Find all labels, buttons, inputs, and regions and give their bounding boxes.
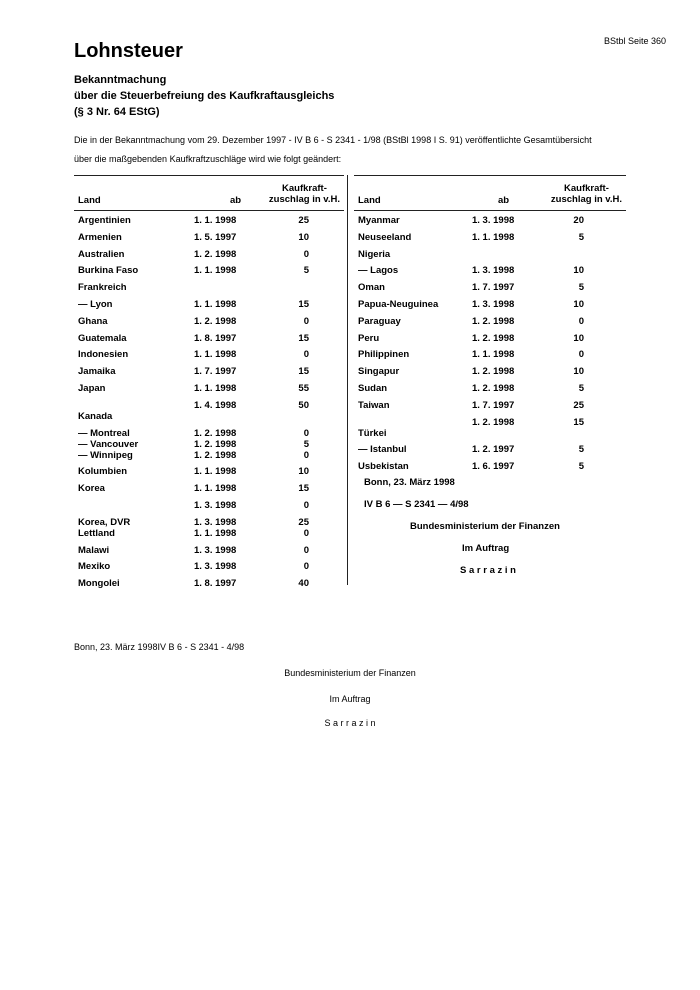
surcharge-value: 10 bbox=[298, 231, 309, 243]
surcharge-value: 10 bbox=[573, 332, 584, 344]
country-name: Oman bbox=[358, 282, 385, 294]
table-row bbox=[74, 517, 344, 528]
effective-date: 1. 1. 1998 bbox=[194, 215, 237, 226]
surcharge-value: 20 bbox=[573, 215, 584, 226]
country-name: Frankreich bbox=[78, 282, 127, 294]
table-row bbox=[74, 411, 344, 428]
signature-ministry: Bundesministerium der Finanzen bbox=[410, 521, 560, 532]
effective-date: 1. 2. 1998 bbox=[472, 315, 515, 327]
country-name: Nigeria bbox=[358, 248, 391, 260]
header-rule bbox=[74, 210, 344, 211]
country-name: Argentinien bbox=[78, 215, 131, 226]
country-name: Ghana bbox=[78, 315, 108, 327]
footer-place-reference: Bonn, 23. März 1998IV B 6 - S 2341 - 4/98 bbox=[74, 642, 245, 652]
effective-date: 1. 7. 1997 bbox=[472, 399, 515, 411]
surcharge-value: 10 bbox=[573, 298, 584, 310]
table-row bbox=[74, 450, 344, 467]
country-name: Burkina Faso bbox=[78, 265, 139, 277]
subtitle-line: Bekanntmachung bbox=[74, 74, 167, 86]
surcharge-value: 0 bbox=[578, 349, 584, 361]
surcharge-value: 15 bbox=[298, 483, 309, 495]
effective-date: 1. 1. 1998 bbox=[194, 466, 237, 478]
table-row bbox=[74, 316, 344, 333]
effective-date: 1. 1. 1998 bbox=[472, 349, 515, 361]
effective-date: 1. 3. 1998 bbox=[194, 516, 237, 528]
table-row bbox=[354, 215, 626, 232]
signature-auftrag: Im Auftrag bbox=[462, 543, 510, 554]
header-rule bbox=[74, 175, 344, 176]
surcharge-value: 25 bbox=[298, 516, 309, 528]
country-name: — Vancouver bbox=[78, 438, 139, 450]
surcharge-value: 5 bbox=[578, 282, 584, 294]
table-row bbox=[74, 265, 344, 282]
effective-date: 1. 2. 1998 bbox=[194, 438, 237, 450]
header-surcharge bbox=[269, 183, 340, 205]
header-land: Land bbox=[78, 195, 101, 206]
table-row bbox=[354, 282, 626, 299]
effective-date: 1. 3. 1998 bbox=[472, 265, 515, 277]
table-row bbox=[354, 383, 626, 400]
country-name: Mongolei bbox=[78, 578, 120, 590]
effective-date: 1. 1. 1998 bbox=[194, 527, 237, 539]
header-surcharge-line: zuschlag in v.H. bbox=[268, 194, 340, 205]
header-ab: ab bbox=[498, 195, 510, 206]
effective-date: 1. 2. 1998 bbox=[194, 449, 237, 461]
table-row bbox=[354, 299, 626, 316]
surcharge-value: 40 bbox=[298, 578, 309, 590]
surcharge-value: 0 bbox=[303, 527, 309, 539]
subtitle-line: über die Steuerbefreiung des Kaufkraftausgleichs bbox=[74, 90, 335, 102]
country-name: Japan bbox=[78, 382, 106, 394]
header-surcharge-line: Kaufkraft- bbox=[564, 183, 609, 194]
effective-date: 1. 3. 1998 bbox=[472, 215, 515, 226]
table-row bbox=[354, 316, 626, 333]
effective-date: 1. 1. 1998 bbox=[472, 231, 515, 243]
country-name: Peru bbox=[358, 332, 380, 344]
effective-date: 1. 2. 1998 bbox=[194, 427, 237, 439]
effective-date: 1. 1. 1998 bbox=[194, 349, 237, 361]
effective-date: 1. 1. 1998 bbox=[194, 382, 237, 394]
country-name: Sudan bbox=[358, 382, 388, 394]
surcharge-value: 55 bbox=[298, 382, 309, 394]
footer-ministry: Bundesministerium der Finanzen bbox=[284, 668, 416, 678]
country-name: — Lagos bbox=[358, 265, 399, 277]
effective-date: 1. 7. 1997 bbox=[194, 366, 237, 378]
country-name: Korea, DVR bbox=[78, 516, 131, 528]
table-row bbox=[354, 232, 626, 249]
country-name: Usbekistan bbox=[358, 461, 409, 473]
country-name: — Winnipeg bbox=[78, 449, 133, 461]
effective-date: 1. 2. 1998 bbox=[194, 315, 237, 327]
signature-reference: IV B 6 — S 2341 — 4/98 bbox=[364, 499, 469, 510]
announcement-subtitle bbox=[74, 72, 334, 120]
surcharge-value: 0 bbox=[303, 349, 309, 361]
table-row bbox=[74, 466, 344, 483]
intro-line: über die maßgebenden Kaufkraftzuschläge wird wie folgt geändert: bbox=[74, 154, 342, 164]
table-row bbox=[354, 461, 626, 478]
country-name: Türkei bbox=[358, 427, 387, 439]
effective-date: 1. 2. 1998 bbox=[472, 382, 515, 394]
country-name: Neuseeland bbox=[358, 231, 412, 243]
effective-date: 1. 1. 1998 bbox=[194, 298, 237, 310]
table-row bbox=[354, 333, 626, 350]
table-rows-right bbox=[354, 215, 626, 478]
surcharge-value: 0 bbox=[303, 449, 309, 461]
table-row bbox=[354, 349, 626, 366]
country-name: Korea bbox=[78, 483, 105, 495]
country-name: Indonesien bbox=[78, 349, 129, 361]
effective-date: 1. 2. 1998 bbox=[472, 332, 515, 344]
surcharge-value: 50 bbox=[298, 399, 309, 411]
effective-date: 1. 8. 1997 bbox=[194, 578, 237, 590]
country-name: Kolumbien bbox=[78, 466, 128, 478]
country-name: Lettland bbox=[78, 527, 115, 539]
surcharge-value: 5 bbox=[578, 444, 584, 456]
surcharge-value: 0 bbox=[578, 315, 584, 327]
table-row bbox=[74, 215, 344, 232]
table-row bbox=[354, 400, 626, 417]
surcharge-value: 5 bbox=[303, 265, 309, 277]
surcharge-value: 15 bbox=[573, 416, 584, 428]
document-title: Lohnsteuer bbox=[74, 40, 183, 62]
country-name: Australien bbox=[78, 248, 125, 260]
surcharge-value: 10 bbox=[573, 265, 584, 277]
country-name: Guatemala bbox=[78, 332, 127, 344]
table-row bbox=[74, 500, 344, 517]
table-row bbox=[354, 366, 626, 383]
effective-date: 1. 3. 1998 bbox=[472, 298, 515, 310]
header-surcharge-line: zuschlag in v.H. bbox=[550, 194, 622, 205]
country-name: Paraguay bbox=[358, 315, 401, 327]
table-row bbox=[74, 282, 344, 299]
subtitle-line: (§ 3 Nr. 64 EStG) bbox=[74, 106, 160, 118]
table-row bbox=[74, 528, 344, 545]
table-row bbox=[354, 249, 626, 266]
table-row bbox=[74, 299, 344, 316]
country-name: Myanmar bbox=[358, 215, 400, 226]
country-name: Jamaika bbox=[78, 366, 116, 378]
table-header bbox=[354, 179, 626, 209]
surcharge-value: 0 bbox=[303, 315, 309, 327]
surcharge-value: 15 bbox=[298, 332, 309, 344]
table-row bbox=[74, 400, 344, 411]
surcharge-value: 25 bbox=[298, 215, 309, 226]
surcharge-value: 5 bbox=[303, 438, 309, 450]
column-divider bbox=[347, 175, 348, 585]
surcharge-value: 5 bbox=[578, 231, 584, 243]
table-row bbox=[74, 232, 344, 249]
intro-line: Die in der Bekanntmachung vom 29. Dezember 1997 - IV B 6 - S 2341 - 1/98 (BStBl 1998 I S. 91) veröffentlichte Gesamtübersicht bbox=[74, 135, 592, 145]
table-row bbox=[74, 578, 344, 595]
surcharge-value: 10 bbox=[573, 366, 584, 378]
surcharge-value: 5 bbox=[578, 461, 584, 473]
table-header bbox=[74, 179, 344, 209]
page-reference: BStbl Seite 360 bbox=[603, 36, 666, 46]
effective-date: 1. 8. 1997 bbox=[194, 332, 237, 344]
table-row bbox=[74, 349, 344, 366]
effective-date: 1. 2. 1998 bbox=[472, 416, 515, 428]
intro-paragraph bbox=[74, 131, 664, 169]
table-row bbox=[74, 428, 344, 439]
effective-date: 1. 2. 1998 bbox=[472, 366, 515, 378]
header-rule bbox=[354, 210, 626, 211]
effective-date: 1. 2. 1997 bbox=[472, 444, 515, 456]
table-row bbox=[74, 439, 344, 450]
surcharge-value: 0 bbox=[303, 499, 309, 511]
surcharge-value: 0 bbox=[303, 427, 309, 439]
signature-place-date: Bonn, 23. März 1998 bbox=[364, 477, 455, 488]
header-ab: ab bbox=[230, 195, 242, 206]
table-row bbox=[354, 265, 626, 282]
table-row bbox=[354, 417, 626, 428]
surcharge-value: 0 bbox=[303, 248, 309, 260]
effective-date: 1. 2. 1998 bbox=[194, 248, 237, 260]
country-name: Papua-Neuguinea bbox=[358, 298, 439, 310]
table-row bbox=[74, 249, 344, 266]
table-row bbox=[74, 483, 344, 500]
country-name: Mexiko bbox=[78, 561, 111, 573]
header-surcharge bbox=[551, 183, 622, 205]
country-name: Kanada bbox=[78, 410, 113, 422]
effective-date: 1. 3. 1998 bbox=[194, 544, 237, 556]
effective-date: 1. 7. 1997 bbox=[472, 282, 515, 294]
country-name: — Istanbul bbox=[358, 444, 407, 456]
table-row bbox=[74, 366, 344, 383]
header-rule bbox=[354, 175, 626, 176]
table-row bbox=[354, 444, 626, 461]
country-name: Malawi bbox=[78, 544, 110, 556]
header-land: Land bbox=[358, 195, 381, 206]
table-row bbox=[74, 561, 344, 578]
effective-date: 1. 1. 1998 bbox=[194, 265, 237, 277]
table-row bbox=[74, 383, 344, 400]
surcharge-value: 15 bbox=[298, 298, 309, 310]
country-name: Philippinen bbox=[358, 349, 410, 361]
surcharge-table bbox=[74, 175, 630, 590]
effective-date: 1. 1. 1998 bbox=[194, 483, 237, 495]
table-rows-left bbox=[74, 215, 344, 595]
header-surcharge-line: Kaufkraft- bbox=[282, 183, 327, 194]
effective-date: 1. 6. 1997 bbox=[472, 461, 515, 473]
table-row bbox=[74, 545, 344, 562]
surcharge-value: 10 bbox=[298, 466, 309, 478]
surcharge-value: 5 bbox=[578, 382, 584, 394]
footer-auftrag: Im Auftrag bbox=[329, 694, 371, 704]
effective-date: 1. 4. 1998 bbox=[194, 399, 237, 411]
country-name: — Montreal bbox=[78, 427, 130, 439]
footer-name: S a r r a z i n bbox=[324, 718, 376, 728]
surcharge-value: 0 bbox=[303, 561, 309, 573]
country-name: — Lyon bbox=[78, 298, 113, 310]
country-name: Singapur bbox=[358, 366, 400, 378]
table-row bbox=[74, 333, 344, 350]
country-name: Armenien bbox=[78, 231, 122, 243]
effective-date: 1. 3. 1998 bbox=[194, 561, 237, 573]
effective-date: 1. 3. 1998 bbox=[194, 499, 237, 511]
effective-date: 1. 5. 1997 bbox=[194, 231, 237, 243]
surcharge-value: 15 bbox=[298, 366, 309, 378]
surcharge-value: 25 bbox=[573, 399, 584, 411]
country-name: Taiwan bbox=[358, 399, 390, 411]
table-row bbox=[354, 428, 626, 445]
surcharge-value: 0 bbox=[303, 544, 309, 556]
signature-name: S a r r a z i n bbox=[460, 565, 516, 576]
